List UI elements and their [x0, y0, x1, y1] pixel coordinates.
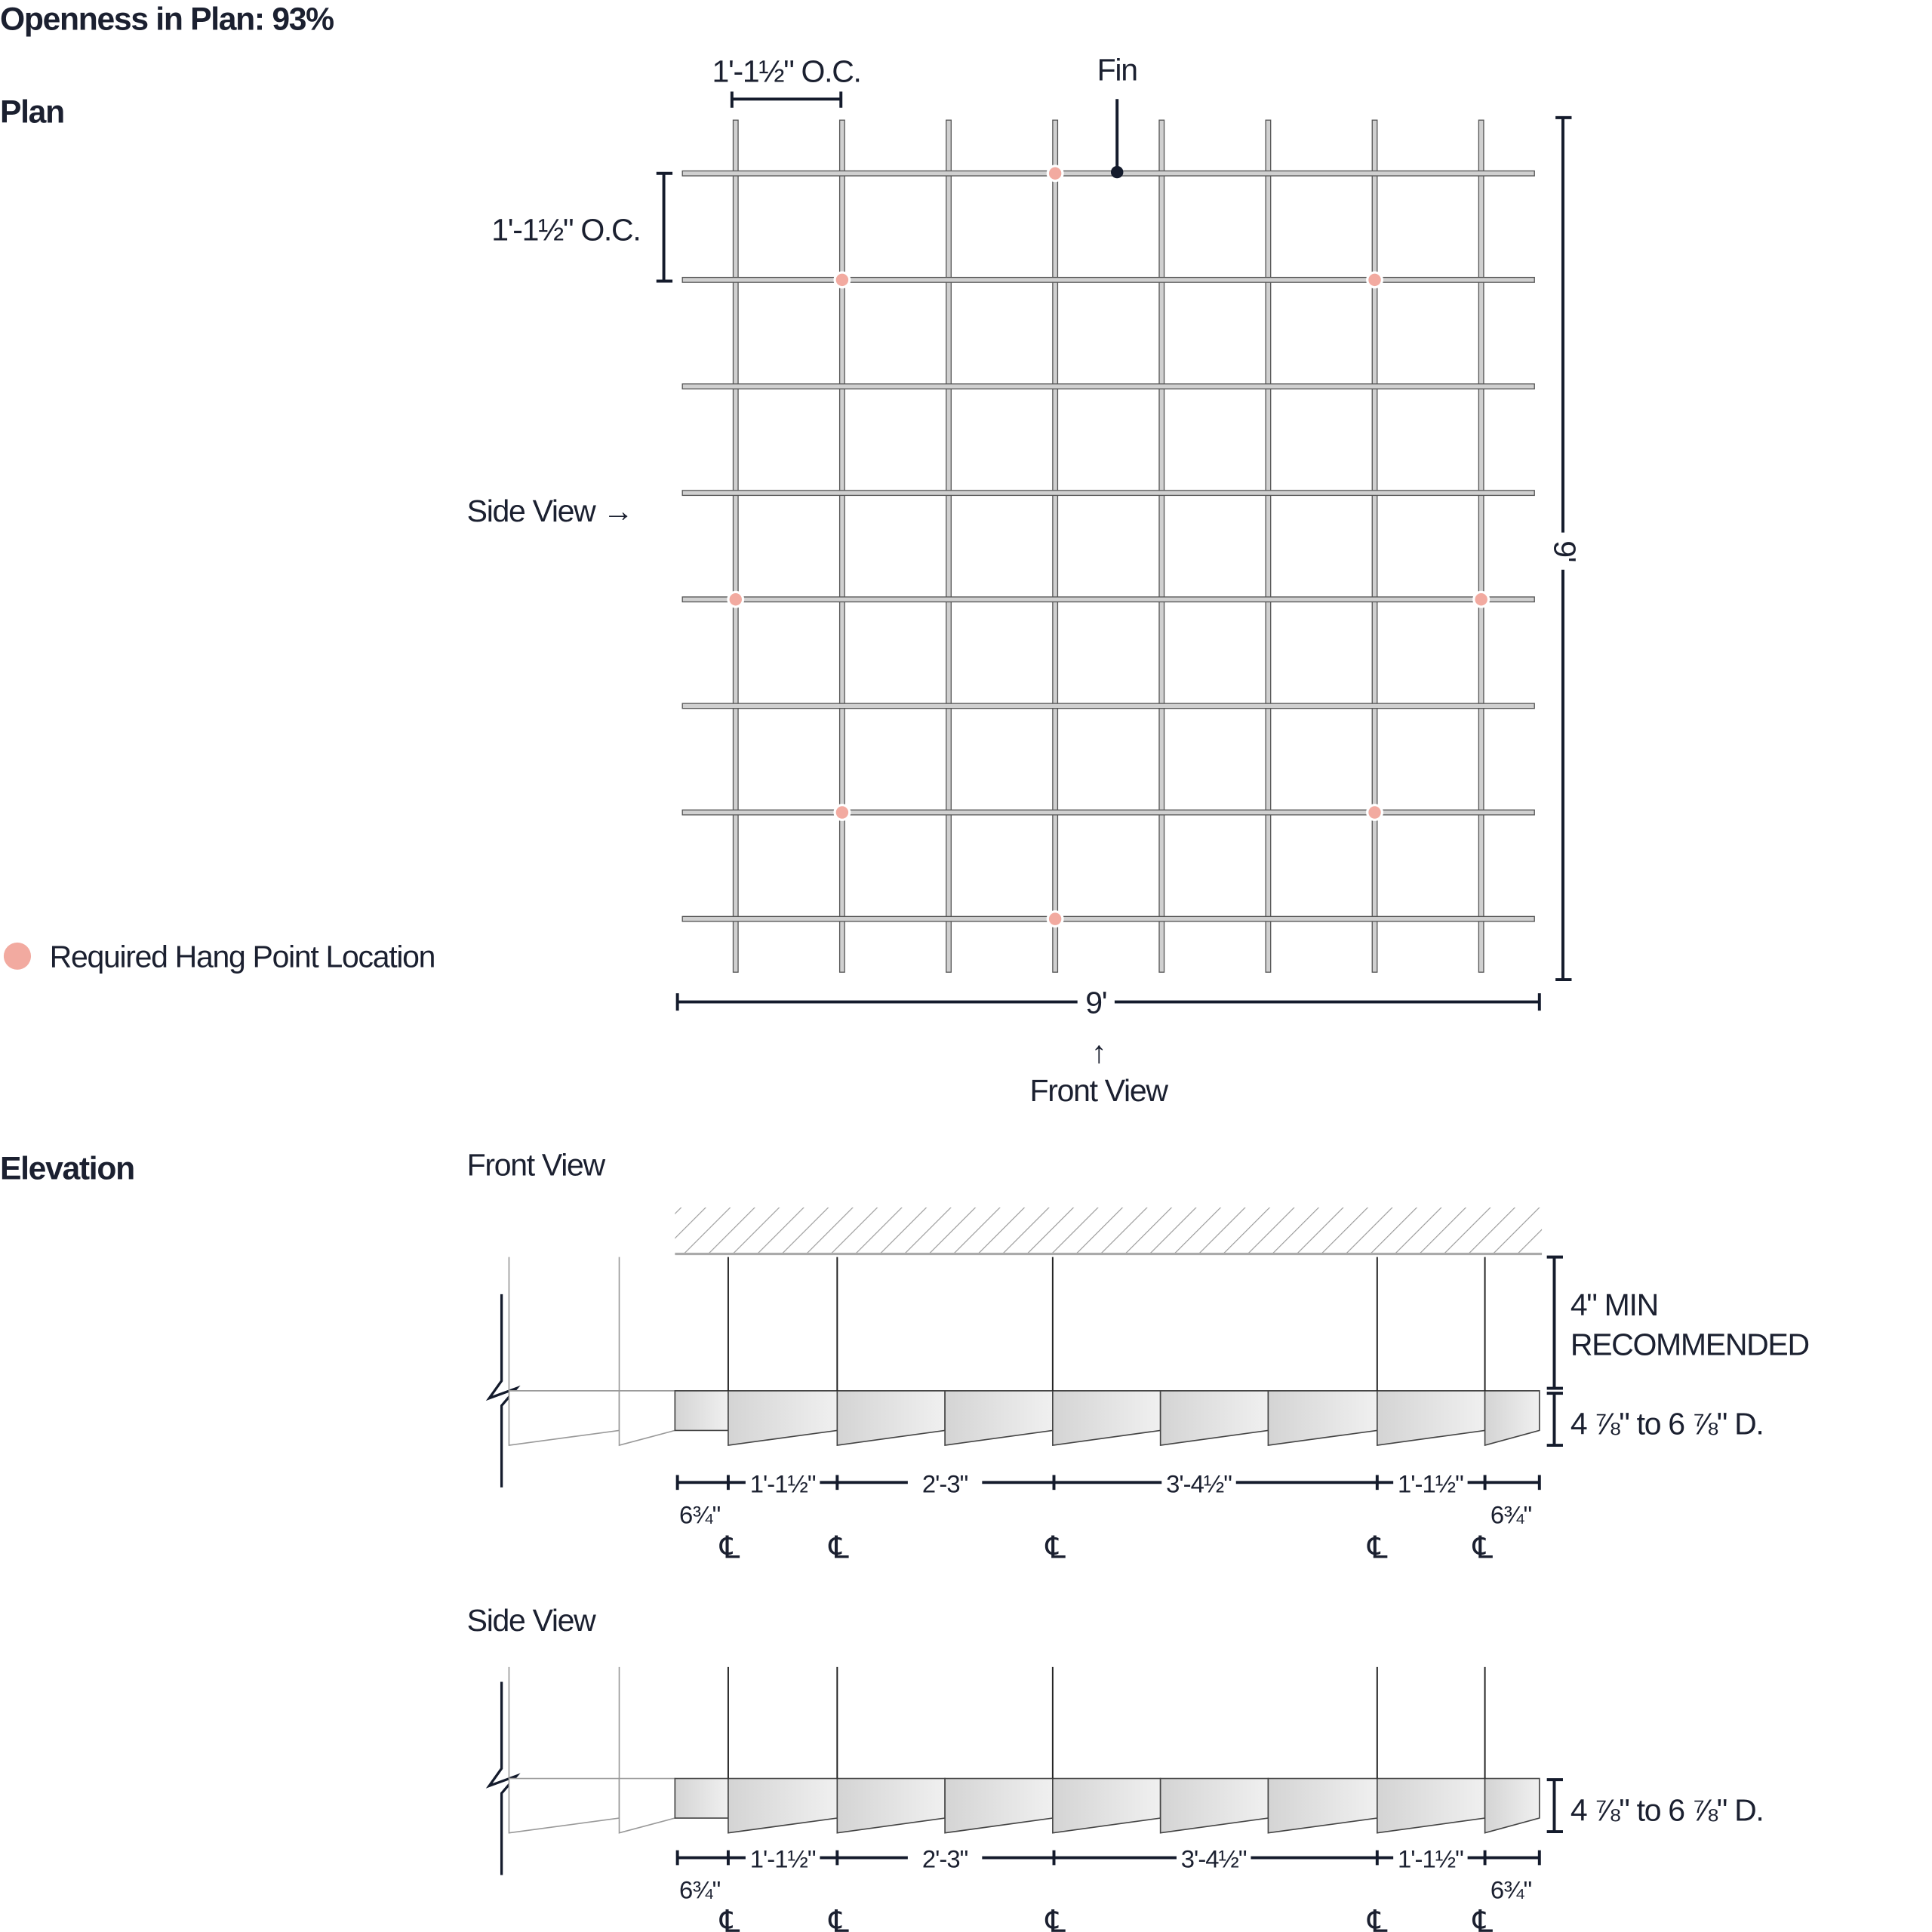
fin-panel [1377, 1779, 1485, 1833]
plan-heading: Plan [0, 94, 64, 131]
fin-panel [1377, 1391, 1485, 1445]
dimension-label: 3'-4½" [1180, 1844, 1247, 1873]
hang-point [730, 593, 742, 605]
fin-leader-dot [1111, 166, 1123, 178]
centerline-icon: ℄ [1367, 1904, 1387, 1932]
fin-horizontal [682, 810, 1534, 815]
oc-top-label: 1'-1½" O.C. [712, 54, 861, 89]
fin-panel [945, 1391, 1053, 1445]
fin-panel [1053, 1391, 1161, 1445]
centerline-icon: ℄ [1367, 1530, 1387, 1565]
fin-vertical [1266, 120, 1271, 972]
centerline-icon: ℄ [1472, 1530, 1492, 1565]
side-view-pointer-label: Side View → [466, 493, 633, 528]
legend-label: Required Hang Point Location [49, 939, 435, 974]
hang-point-legend-icon [4, 943, 31, 970]
dimension-label: 6¾" [679, 1875, 721, 1904]
ceiling-hatch [675, 1208, 1542, 1254]
dimension-label: 2'-3" [921, 1844, 968, 1873]
fin-vertical [1053, 120, 1058, 972]
fin-horizontal [682, 171, 1534, 176]
hang-point [836, 806, 848, 818]
side-depth-label: 4 ⅞" to 6 ⅞" D. [1570, 1792, 1764, 1828]
centerline-icon: ℄ [829, 1530, 848, 1565]
clearance-line2: RECOMMENDED [1570, 1327, 1809, 1362]
dimension-label: 2'-3" [921, 1469, 968, 1498]
ghost-fin [620, 1391, 675, 1445]
elevation-heading: Elevation [0, 1150, 134, 1187]
fin-panel [1485, 1779, 1540, 1833]
fin-panel [837, 1779, 945, 1833]
dimension-label: 1'-1½" [749, 1844, 816, 1873]
fin-vertical [1372, 120, 1377, 972]
oc-top-dimension [712, 54, 860, 107]
fin-panel [728, 1391, 837, 1445]
fin-panel [675, 1391, 728, 1431]
fin-panel [1161, 1391, 1269, 1445]
side-depth-dimension [1547, 1780, 1764, 1832]
fin-vertical [840, 120, 845, 972]
centerline-icon: ℄ [720, 1904, 740, 1932]
ghost-fin [620, 1779, 675, 1833]
dimension-label: 1'-1½" [749, 1469, 816, 1498]
fin-vertical [733, 120, 738, 972]
hang-point [1049, 168, 1061, 180]
clearance-dimension [1547, 1257, 1809, 1389]
arrow-up-icon: ↑ [1091, 1035, 1106, 1069]
fin-panel [1053, 1779, 1161, 1833]
dimension-label: 6¾" [679, 1500, 721, 1529]
fin-vertical [1478, 120, 1484, 972]
fin-horizontal [682, 278, 1534, 283]
dimension-label: 6¾" [1490, 1875, 1532, 1904]
fin-panel [1268, 1391, 1377, 1445]
fin-panel [675, 1779, 728, 1819]
depth-dimension [1547, 118, 1582, 980]
centerline-icon: ℄ [1472, 1904, 1492, 1932]
front-elevation [489, 1257, 1540, 1565]
dimension-label: 1'-1½" [1397, 1844, 1463, 1873]
hang-point [1049, 912, 1061, 924]
ghost-fin [509, 1391, 619, 1445]
hang-point [1368, 806, 1380, 818]
fin-vertical [1159, 120, 1164, 972]
fin-panel [945, 1779, 1053, 1833]
plan-grid [682, 120, 1534, 972]
front-view-pointer-label: Front View [1029, 1072, 1168, 1108]
fin-panel [1161, 1779, 1269, 1833]
hang-point [1368, 274, 1380, 286]
centerline-icon: ℄ [829, 1904, 848, 1932]
dimension-label: 3'-4½" [1166, 1469, 1232, 1498]
fin-vertical [946, 120, 952, 972]
dimension-label: 6¾" [1490, 1500, 1532, 1529]
front-depth-dimension [1547, 1393, 1764, 1445]
hang-point [1475, 593, 1487, 605]
fin-label: Fin [1097, 52, 1137, 88]
hang-point [836, 274, 848, 286]
fin-horizontal [682, 491, 1534, 496]
oc-left-label: 1'-1½" O.C. [491, 212, 641, 248]
side-view-heading: Side View [466, 1603, 595, 1638]
depth-label: 9' [1547, 540, 1583, 562]
fin-panel [1485, 1391, 1540, 1445]
front-view-heading: Front View [466, 1147, 605, 1183]
fin-panel [728, 1779, 837, 1833]
dimension-label: 1'-1½" [1397, 1469, 1463, 1498]
side-elevation [489, 1667, 1540, 1932]
legend [4, 940, 435, 974]
fin-panel [837, 1391, 945, 1445]
clearance-line1: 4" MIN [1570, 1287, 1658, 1322]
width-label: 9' [1085, 985, 1107, 1020]
oc-left-dimension [491, 174, 672, 281]
page-title: Openness in Plan: 93% [0, 1, 334, 38]
fin-horizontal [682, 916, 1534, 921]
fin-callout [1097, 53, 1137, 179]
centerline-icon: ℄ [720, 1530, 740, 1565]
width-dimension [678, 985, 1540, 1020]
fin-horizontal [682, 597, 1534, 602]
fin-horizontal [682, 384, 1534, 389]
ghost-fin [509, 1779, 619, 1833]
centerline-icon: ℄ [1045, 1904, 1065, 1932]
front-depth-label: 4 ⅞" to 6 ⅞" D. [1570, 1406, 1764, 1441]
centerline-icon: ℄ [1045, 1530, 1065, 1565]
fin-horizontal [682, 703, 1534, 709]
fin-panel [1268, 1779, 1377, 1833]
